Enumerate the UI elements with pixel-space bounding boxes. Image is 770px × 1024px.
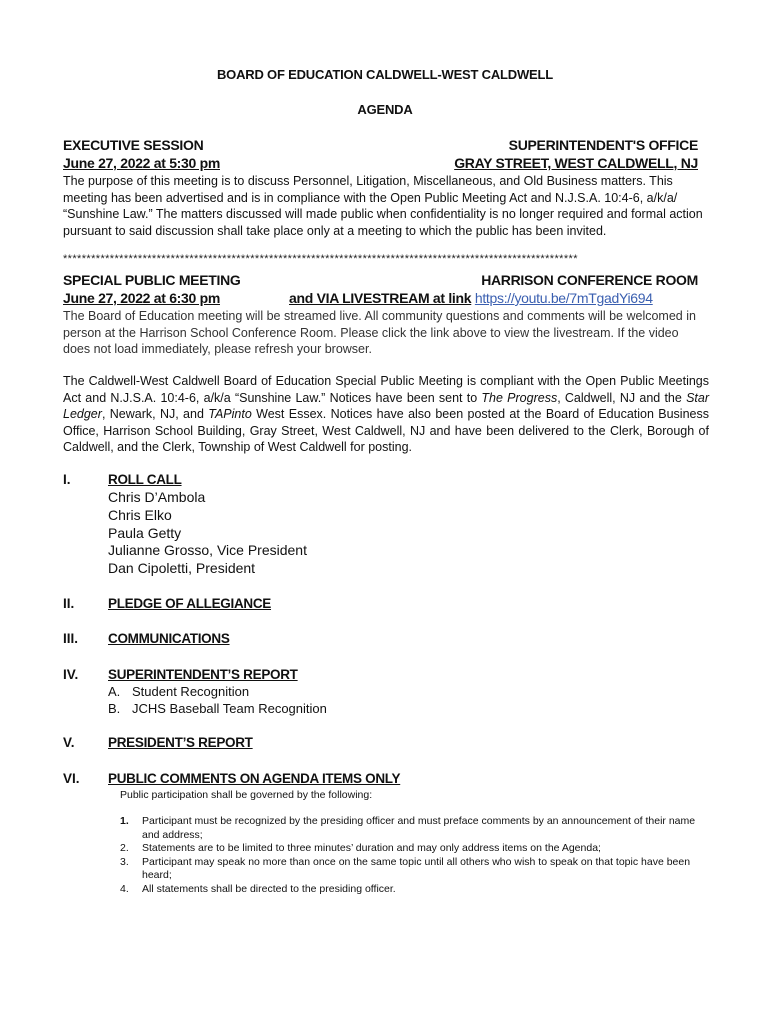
compliance-text-1: The Caldwell-West Caldwell Board of Education Special Public Meeting is compliant with the Open Public Meetings Act and N.J.S.A. 10:4-6, a/k/a “Sunshine Law.” Notices have been sent to bbox=[63, 374, 709, 405]
section-number-communications: III. bbox=[63, 631, 79, 646]
compliance-text-2: , Caldwell, NJ and the bbox=[557, 390, 687, 405]
item-letter: A. bbox=[108, 684, 121, 699]
rule-item bbox=[120, 842, 700, 856]
agenda-title: AGENDA bbox=[357, 102, 413, 117]
rule-text: Statements are to be limited to three minutes’ duration and may only address items on the Agenda; bbox=[142, 842, 601, 854]
roll-call-member: Dan Cipoletti, President bbox=[108, 560, 256, 577]
executive-session-address: GRAY STREET, WEST CALDWELL, NJ bbox=[454, 155, 698, 171]
rule-text: All statements shall be directed to the presiding officer. bbox=[142, 882, 396, 895]
section-number-superintendent: IV. bbox=[63, 667, 79, 682]
rule-item bbox=[120, 883, 700, 897]
rule-item bbox=[120, 856, 700, 883]
roll-call-member: Chris Elko bbox=[108, 506, 172, 523]
section-number-public-comments: VI. bbox=[63, 771, 80, 786]
newspaper-tapinto: TAPinto bbox=[208, 407, 252, 421]
special-meeting-location: HARRISON CONFERENCE ROOM bbox=[481, 272, 698, 288]
roll-call-member: Chris D’Ambola bbox=[108, 489, 206, 505]
superintendent-items bbox=[108, 683, 327, 717]
item-text: JCHS Baseball Team Recognition bbox=[132, 701, 327, 716]
section-number-roll-call: I. bbox=[63, 472, 71, 487]
compliance-text-4: West Essex. Notices have also been posted at the Board of Education Business Office, Harrison School Building, Gray Street, West Caldwell, NJ and have been delivered to the Clerk, Borough of Caldwell, and the Clerk, Township of West Caldwell for posting. bbox=[63, 407, 709, 454]
rule-text: Participant may speak no more than once on the same topic until all others who wish to speak on that topic have been heard; bbox=[142, 855, 691, 881]
item-letter: B. bbox=[108, 701, 121, 716]
section-title-public-comments: PUBLIC COMMENTS ON AGENDA ITEMS ONLY bbox=[108, 771, 401, 786]
separator-line: ************************************************************************************************************** bbox=[63, 253, 578, 265]
executive-session-date: June 27, 2022 at 5:30 pm bbox=[63, 155, 220, 171]
rule-number: 2. bbox=[120, 842, 129, 854]
livestream-link[interactable]: https://youtu.be/7mTgadYi694 bbox=[474, 290, 653, 306]
rule-number: 3. bbox=[120, 855, 129, 868]
section-title-pledge: PLEDGE OF ALLEGIANCE bbox=[108, 596, 272, 611]
section-number-pledge: II. bbox=[63, 596, 75, 611]
livestream-line bbox=[289, 290, 653, 306]
superintendent-item bbox=[108, 700, 327, 717]
section-title-roll-call: ROLL CALL bbox=[108, 472, 182, 487]
roll-call-member: Julianne Grosso, Vice President bbox=[108, 542, 307, 559]
superintendent-item bbox=[108, 683, 327, 700]
executive-session-purpose: The purpose of this meeting is to discuss Personnel, Litigation, Miscellaneous, and Old Business matters. This meeting has been advertised and is in compliance with the Open Public Meeting Act and N.J.S.A. 10:4-6, a/k/a/ “Sunshine Law.” The matters discussed will made public when confidentiality is no longer required and formal action pursuant to said discussion shall take place only at a meeting to which the public has been invited. bbox=[63, 174, 703, 238]
compliance-statement bbox=[63, 373, 709, 456]
compliance-text-3: , Newark, NJ, and bbox=[101, 407, 209, 421]
rule-text: Participant must be recognized by the presiding officer and must preface comments by an announcement of their name and address; bbox=[142, 815, 696, 841]
roll-call-member: Paula Getty bbox=[108, 524, 182, 541]
rule-number: 1. bbox=[120, 815, 129, 827]
newspaper-progress: The Progress bbox=[481, 390, 558, 405]
livestream-prefix: and VIA LIVESTREAM at link bbox=[289, 290, 472, 306]
special-meeting-date: June 27, 2022 at 6:30 pm bbox=[63, 290, 220, 306]
section-title-communications: COMMUNICATIONS bbox=[108, 631, 230, 646]
rule-number: 4. bbox=[120, 882, 129, 895]
public-comments-intro: Public participation shall be governed by the following: bbox=[120, 789, 373, 801]
special-meeting-label: SPECIAL PUBLIC MEETING bbox=[63, 272, 241, 288]
section-number-president: V. bbox=[63, 735, 75, 750]
rule-item bbox=[120, 815, 700, 842]
roll-call-list bbox=[108, 489, 307, 578]
board-title: BOARD OF EDUCATION CALDWELL-WEST CALDWELL bbox=[216, 67, 553, 82]
section-title-president: PRESIDENT’S REPORT bbox=[108, 735, 253, 750]
newspaper-star-ledger: Star Ledger bbox=[63, 390, 710, 421]
stream-note: The Board of Education meeting will be streamed live. All community questions and comments will be welcomed in person at the Harrison School Conference Room. Please click the link above to view the livestream. If the video does not load immediately, please refresh your browser. bbox=[63, 309, 696, 356]
executive-session-label: EXECUTIVE SESSION bbox=[63, 137, 204, 153]
public-comment-rules bbox=[120, 815, 700, 896]
executive-session-location: SUPERINTENDENT'S OFFICE bbox=[508, 137, 698, 153]
item-text: Student Recognition bbox=[132, 684, 250, 699]
section-title-superintendent: SUPERINTENDENT’S REPORT bbox=[108, 667, 298, 682]
